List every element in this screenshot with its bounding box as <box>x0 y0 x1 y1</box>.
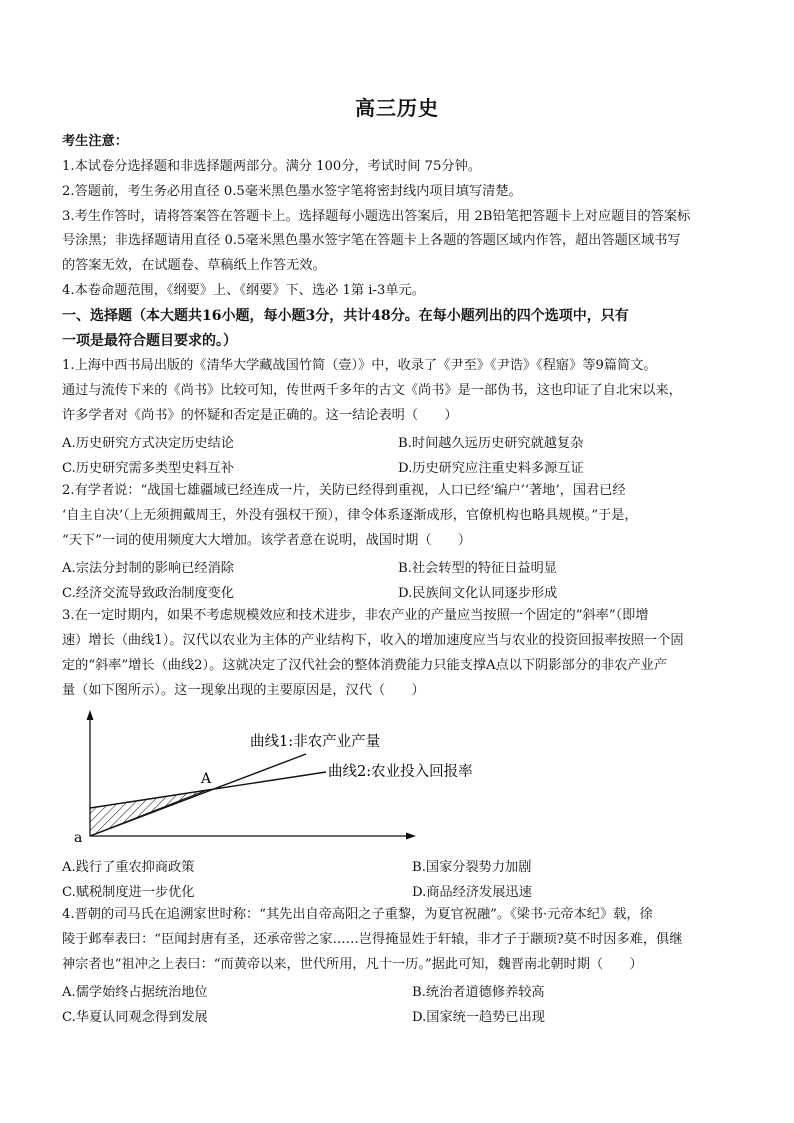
curve-2-label: 曲线2:农业投入回报率 <box>328 764 473 780</box>
notice-item: 4.本卷命题范围，《纲要》上、《纲要》下、选必 1第 i-3单元。 <box>62 283 425 298</box>
option-a: A.历史研究方式决定历史结论 <box>62 436 234 451</box>
question-text: 神宗者也”祖冲之上表曰：“而黄帝以来，世代所用，凡十一历。”据此可知，魏晋南北朝时期（ ） <box>62 957 643 972</box>
question-text: 量（如下图所示）。这一现象出现的主要原因是，汉代（ ） <box>62 683 425 698</box>
page-title: 高三历史 <box>355 96 439 120</box>
question-text: 许多学者对《尚书》的怀疑和否定是正确的。这一结论表明（ ） <box>62 408 458 423</box>
question-text: 定的“斜率”增长（曲线2）。这就决定了汉代社会的整体消费能力只能支撑A点以下阴影部分的非农产业产 <box>62 658 668 673</box>
notice-item: 3.考生作答时，请将答案答在答题卡上。选择题每小题选出答案后，用 2B铅笔把答题卡上对应题目的答案标 <box>62 209 691 224</box>
question-text: “天下”一词的使用频度大大增加。该学者意在说明，战国时期（ ） <box>62 533 472 548</box>
question-text: 通过与流传下来的《尚书》比较可知，传世两千多年的古文《尚书》是一部伪书，这也印证了自北宋以来， <box>62 383 682 398</box>
section-heading-cont: 一项是最符合题目要求的。） <box>62 333 237 349</box>
origin-label: a <box>74 830 83 846</box>
option-b: B.国家分裂势力加剧 <box>412 860 532 875</box>
option-c: C.赋税制度进一步优化 <box>62 885 195 900</box>
option-b: B.社会转型的特征日益明显 <box>398 561 557 576</box>
notice-item: 1.本试卷分选择题和非选择题两部分。满分 100分，考试时间 75分钟。 <box>62 159 481 174</box>
question-text: 2.有学者说：“战国七雄疆域已经连成一片，关防已经得到重视，人口已经‘编户’‘著地’，国君已经 <box>62 483 626 498</box>
question-text: ‘自主自决’（上无须拥戴周王，外没有强权干预），律令体系逐渐成形，官僚机构也略具规模。”于是， <box>62 508 638 523</box>
option-a: A.儒学始终占据统治地位 <box>62 985 208 1000</box>
option-d: D.商品经济发展迅速 <box>412 885 532 900</box>
section-heading: 一、选择题（本大题共16小题，每小题3分，共计48分。在每小题列出的四个选项中，只有 <box>62 308 629 324</box>
question-text: 速）增长（曲线1）。汉代以农业为主体的产业结构下，收入的增加速度应当与农业的投资回报率按照一个固 <box>62 633 684 648</box>
curve-1 <box>90 754 306 836</box>
option-b: B.统治者道德修养较高 <box>412 985 545 1000</box>
notice-item: 的答案无效，在试题卷、草稿纸上作答无效。 <box>62 258 326 273</box>
question-text: 3.在一定时期内，如果不考虑规模效应和技术进步，非农产业的产量应当按照一个固定的“斜率”（即增 <box>62 608 649 623</box>
option-b: B.时间越久远历史研究就越复杂 <box>398 436 584 451</box>
option-c: C.华夏认同观念得到发展 <box>62 1010 208 1025</box>
question-text: 陵于邺奉表曰：“臣闻封唐有圣，还承帝喾之家……岂得掩显姓于轩辕，非才子于颛顼?莫不时因多难，俱继 <box>62 932 683 947</box>
notice-heading: 考生注意： <box>62 134 128 149</box>
option-d: D.国家统一趋势已出现 <box>412 1010 545 1025</box>
y-axis-arrow <box>87 710 94 720</box>
curve-1-label: 曲线1:非农产业产量 <box>250 734 381 750</box>
question-text: 1.上海中西书局出版的《清华大学藏战国竹简（壹）》中，收录了《尹至》《尹诰》《程寤》等9篇简文。 <box>62 358 657 373</box>
option-c: C.经济交流导致政治制度变化 <box>62 586 235 601</box>
notice-item: 2.答题前，考生务必用直径 0.5毫米黑色墨水签字笔将密封线内项目填写清楚。 <box>62 184 522 199</box>
option-c: C.历史研究需多类型史料互补 <box>62 461 235 476</box>
option-d: D.历史研究应注重史料多源互证 <box>398 461 584 476</box>
option-a: A.践行了重农抑商政策 <box>62 860 195 875</box>
curve-diagram <box>68 708 518 848</box>
x-axis-arrow <box>406 833 416 840</box>
question-text: 4.晋朝的司马氏在追溯家世时称：“其先出自帝高阳之子重黎，为夏官祝融”。《梁书·元帝本纪》载，徐 <box>62 907 653 922</box>
option-d: D.民族间文化认同逐步形成 <box>398 586 558 601</box>
notice-item: 号涂黑；非选择题请用直径 0.5毫米黑色墨水签字笔在答题卡上各题的答题区域内作答，超出答题区域书写 <box>62 233 681 248</box>
point-a-label: A <box>201 771 212 787</box>
option-a: A.宗法分封制的影响已经消除 <box>62 561 234 576</box>
